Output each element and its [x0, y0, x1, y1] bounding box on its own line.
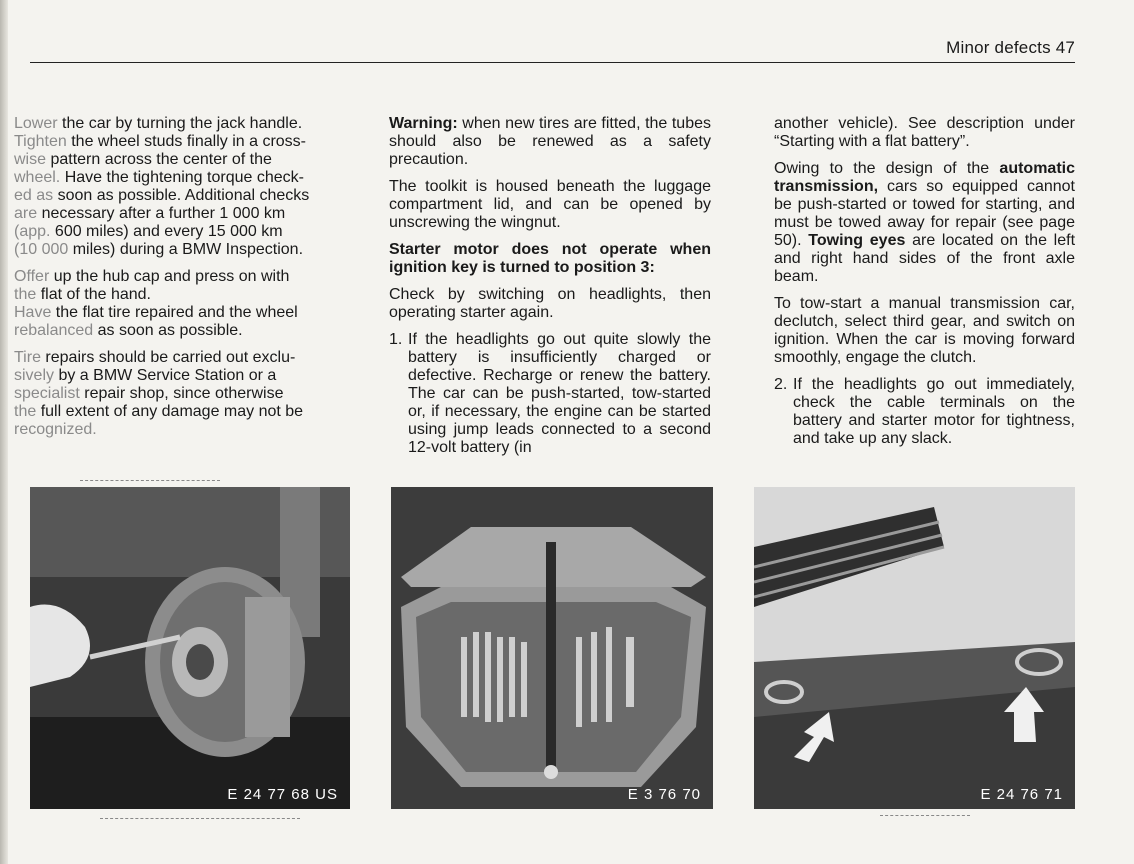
photo-caption-2: E 3 76 70 [627, 786, 701, 803]
scan-artifact-line [80, 480, 220, 482]
scan-artifact-line-bottom-right [880, 815, 970, 817]
text-column-1 [14, 115, 350, 448]
paragraph-warning: Warning: when new tires are fitted, the tubes should also be renewed as a safety precaution. [389, 115, 711, 168]
paragraph-tire-repairs: Tire repairs should be carried out exclu- sively by a BMW Service Station or a specialist repair shop, since otherwise the full extent of any damage may not be recognized. [14, 349, 304, 438]
paragraph-lower-car: Lower the car by turning the jack handle. Tighten the wheel studs finally in a cross- wise pattern across the center of the wheel. Have the tightening torque check- ed as soon as possible. Additional checks are necessary after a further 1 000 km (app. 600 miles) and every 15 000 km (10 000 miles) during a BMW Inspection. [14, 115, 310, 258]
page-header [30, 38, 1075, 63]
wheel-hub-illustration [30, 487, 350, 809]
photo-caption-3: E 24 76 71 [980, 786, 1063, 803]
page-binding-edge [0, 0, 8, 864]
photo-toolkit [391, 487, 713, 809]
photo-towing-eyes [754, 487, 1075, 809]
paragraph-tow-start: To tow-start a manual transmission car, declutch, select third gear, and switch on ignition. When the car is moving forward smoothly, engage the clutch. [774, 295, 1075, 366]
photo-wheel-hub [30, 487, 350, 809]
list-item-1: 1. If the headlights go out quite slowly the battery is insufficiently charged or defective. Recharge or renew the battery. The car can be push-started, tow-started or, if necessary, the engine can be started using jump leads connected to a second 12-volt battery (in [389, 331, 711, 456]
paragraph-continued: another vehicle). See description under “Starting with a flat battery”. [774, 115, 1075, 150]
paragraph-hub-cap: Offer up the hub cap and press on with the flat of the hand. Have the flat tire repaired and the wheel rebalanced as soon as possible. [14, 268, 298, 339]
section-heading-starter: Starter motor does not operate when ignition key is turned to position 3: [389, 241, 711, 276]
towing-eyes-illustration [754, 487, 1075, 809]
paragraph-toolkit: The toolkit is housed beneath the luggage compartment lid, and can be opened by unscrewing the wingnut. [389, 178, 711, 231]
text-column-2 [389, 115, 711, 466]
paragraph-automatic: Owing to the design of the automatic transmission, cars so equipped cannot be push-started or towed for starting, and must be towed away for repair (see page 50). Towing eyes are located on the left and right hand sides of the front axle beam. [774, 160, 1076, 285]
text-column-3 [774, 115, 1075, 457]
list-item-2: 2. If the headlights go out immediately, check the cable terminals on the battery and starter motor for tightness, and take up any slack. [774, 376, 1075, 447]
scan-artifact-line-bottom [100, 818, 300, 820]
paragraph-check: Check by switching on headlights, then operating starter again. [389, 286, 711, 321]
page-title: Minor defects 47 [946, 38, 1075, 57]
photo-caption-1: E 24 77 68 US [227, 786, 338, 803]
toolkit-illustration [391, 487, 713, 809]
